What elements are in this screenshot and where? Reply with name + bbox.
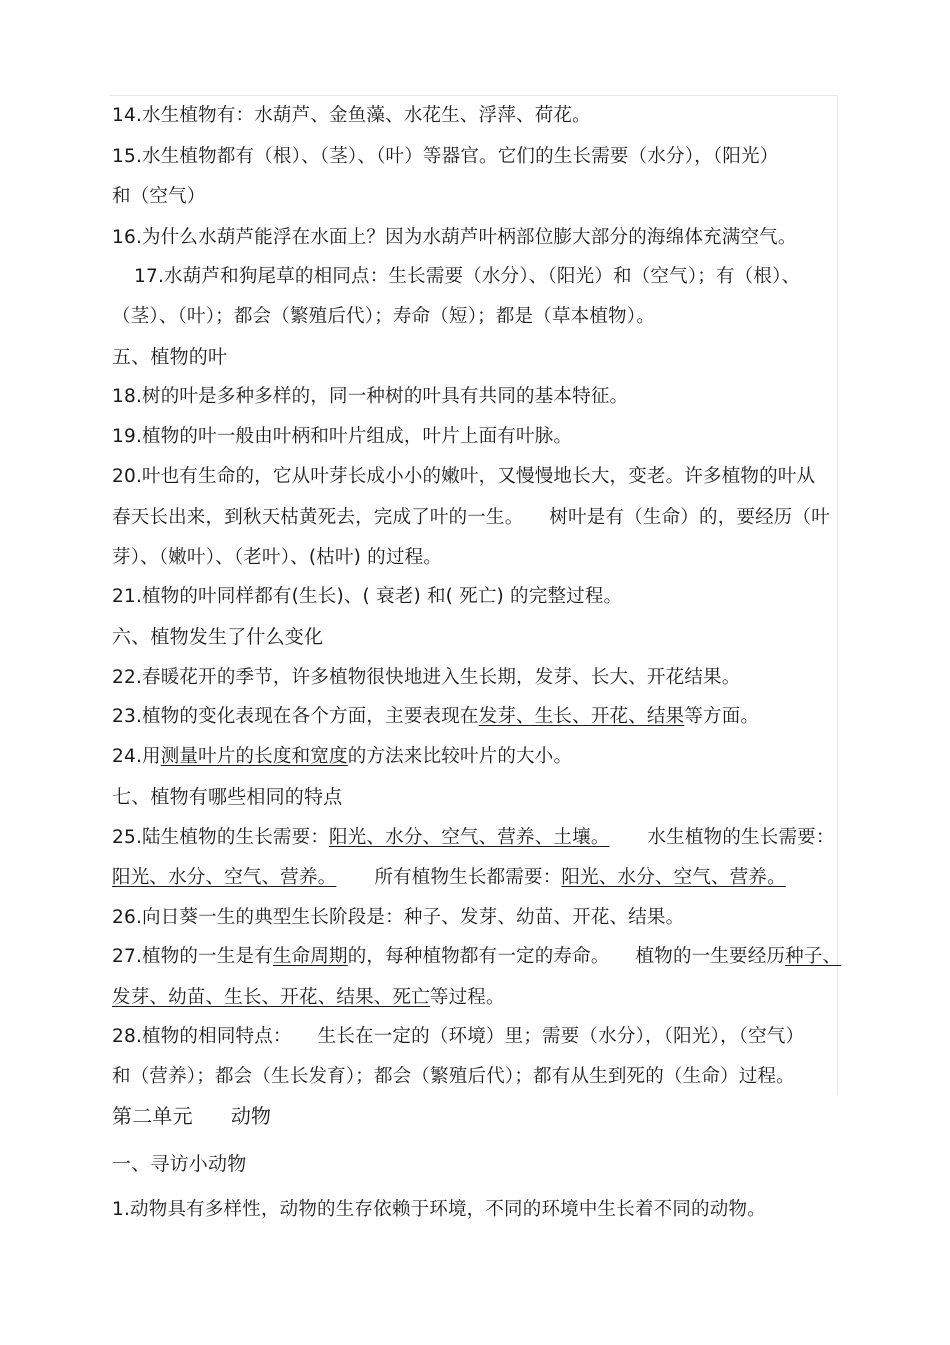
- item-16: 16.为什么水葫芦能浮在水面上？因为水葫芦叶柄部位膨大部分的海绵体充满空气。: [112, 227, 797, 248]
- item-15-line1: 15.水生植物都有（根）、（茎）、（叶）等器官。它们的生长需要（水分），（阳光）: [112, 146, 779, 167]
- item-17-line1: 17.水葫芦和狗尾草的相同点：生长需要（水分）、（阳光）和（空气）；有（根）、: [134, 266, 801, 287]
- item-27-underlined-2: 种子、: [785, 946, 842, 967]
- item-23-underlined: 发芽、生长、开花、结果: [478, 706, 685, 727]
- unit-heading: [112, 1104, 842, 1128]
- item-1: 1.动物具有多样性，动物的生存依赖于环境，不同的环境中生长着不同的动物。: [112, 1199, 766, 1220]
- item-28-rest: 生长在一定的（环境）里；需要（水分），（阳光），（空气）: [317, 1026, 805, 1047]
- item-25-middle: 所有植物生长都需要：: [374, 867, 562, 888]
- item-28-line1: [112, 1025, 842, 1049]
- section-heading-1: 一、寻访小动物: [112, 1153, 247, 1175]
- top-border: [110, 95, 838, 96]
- item-23-suffix: 等方面。: [684, 706, 760, 727]
- item-27-middle-2: 植物的一生要经历: [635, 946, 786, 967]
- item-18: 18.树的叶是多种多样的，同一种树的叶具有共同的基本特征。: [112, 386, 629, 407]
- item-27-line1: [112, 945, 842, 969]
- item-27-underlined-3: 发芽、幼苗、生长、开花、结果、死亡: [112, 987, 430, 1008]
- item-25-underlined-2: 阳光、水分、空气、营养。: [112, 867, 337, 888]
- item-25-line2: [112, 866, 842, 890]
- section-heading-5: 五、植物的叶: [112, 346, 228, 368]
- section-heading-6: 六、植物发生了什么变化: [112, 626, 324, 648]
- item-14: 14.水生植物有：水葫芦、金鱼藻、水花生、浮萍、荷花。: [112, 105, 591, 126]
- item-27-line2: [112, 986, 842, 1010]
- item-17-line2: （茎）、（叶）；都会（繁殖后代）；寿命（短）；都是（草本植物）。: [112, 306, 655, 327]
- item-27-underlined: 生命周期: [272, 946, 348, 967]
- item-20-line2-part2: 树叶是有（生命）的，要经历（叶: [549, 507, 830, 528]
- item-24-suffix: 的方法来比较叶片的大小。: [347, 746, 573, 767]
- item-27-text: 27.植物的一生是有: [112, 946, 273, 967]
- item-28-text: 28.植物的相同特点：: [112, 1026, 292, 1047]
- item-20-line2-part1: 春天长出来，到秋天枯黄死去，完成了叶的一生。: [112, 507, 524, 528]
- item-24-underlined: 测量叶片的长度和宽度: [160, 746, 348, 767]
- unit-number: 第二单元: [112, 1104, 193, 1128]
- item-24: [112, 745, 842, 769]
- item-25-text: 25.陆生植物的生长需要：: [112, 827, 330, 848]
- section-heading-7: 七、植物有哪些相同的特点: [112, 786, 343, 808]
- item-25-underlined-3: 阳光、水分、空气、营养。: [561, 867, 786, 888]
- item-21: 21.植物的叶同样都有(生长)、( 衰老) 和( 死亡) 的完整过程。: [112, 586, 623, 607]
- item-25-line1: [112, 826, 842, 850]
- item-23-text: 23.植物的变化表现在各个方面，主要表现在: [112, 706, 479, 727]
- item-22: 22.春暖花开的季节，许多植物很快地进入生长期，发芽、长大、开花结果。: [112, 667, 741, 688]
- item-20-line2: [112, 506, 842, 530]
- item-20-line1: 20.叶也有生命的，它从叶芽长成小小的嫩叶，又慢慢地长大，变老。许多植物的叶从: [112, 466, 816, 487]
- item-27-suffix: 等过程。: [429, 987, 505, 1008]
- item-23: [112, 705, 842, 729]
- item-25-suffix: 水生植物的生长需要：: [647, 827, 835, 848]
- item-27-middle: 的，每种植物都有一定的寿命。: [347, 946, 610, 967]
- unit-title: 动物: [230, 1104, 272, 1128]
- item-28-line2: 和（营养）；都会（生长发育）；都会（繁殖后代）；都有从生到死的（生命）过程。: [112, 1066, 795, 1087]
- item-19: 19.植物的叶一般由叶柄和叶片组成，叶片上面有叶脉。: [112, 426, 573, 447]
- item-24-text: 24.用: [112, 746, 161, 767]
- item-20-line3: 芽）、（嫩叶）、（老叶）、(枯叶) 的过程。: [112, 547, 442, 568]
- item-25-underlined: 阳光、水分、空气、营养、土壤。: [329, 827, 610, 848]
- item-15-line2: 和（空气）: [112, 186, 206, 207]
- item-26: 26.向日葵一生的典型生长阶段是：种子、发芽、幼苗、开花、结果。: [112, 907, 685, 928]
